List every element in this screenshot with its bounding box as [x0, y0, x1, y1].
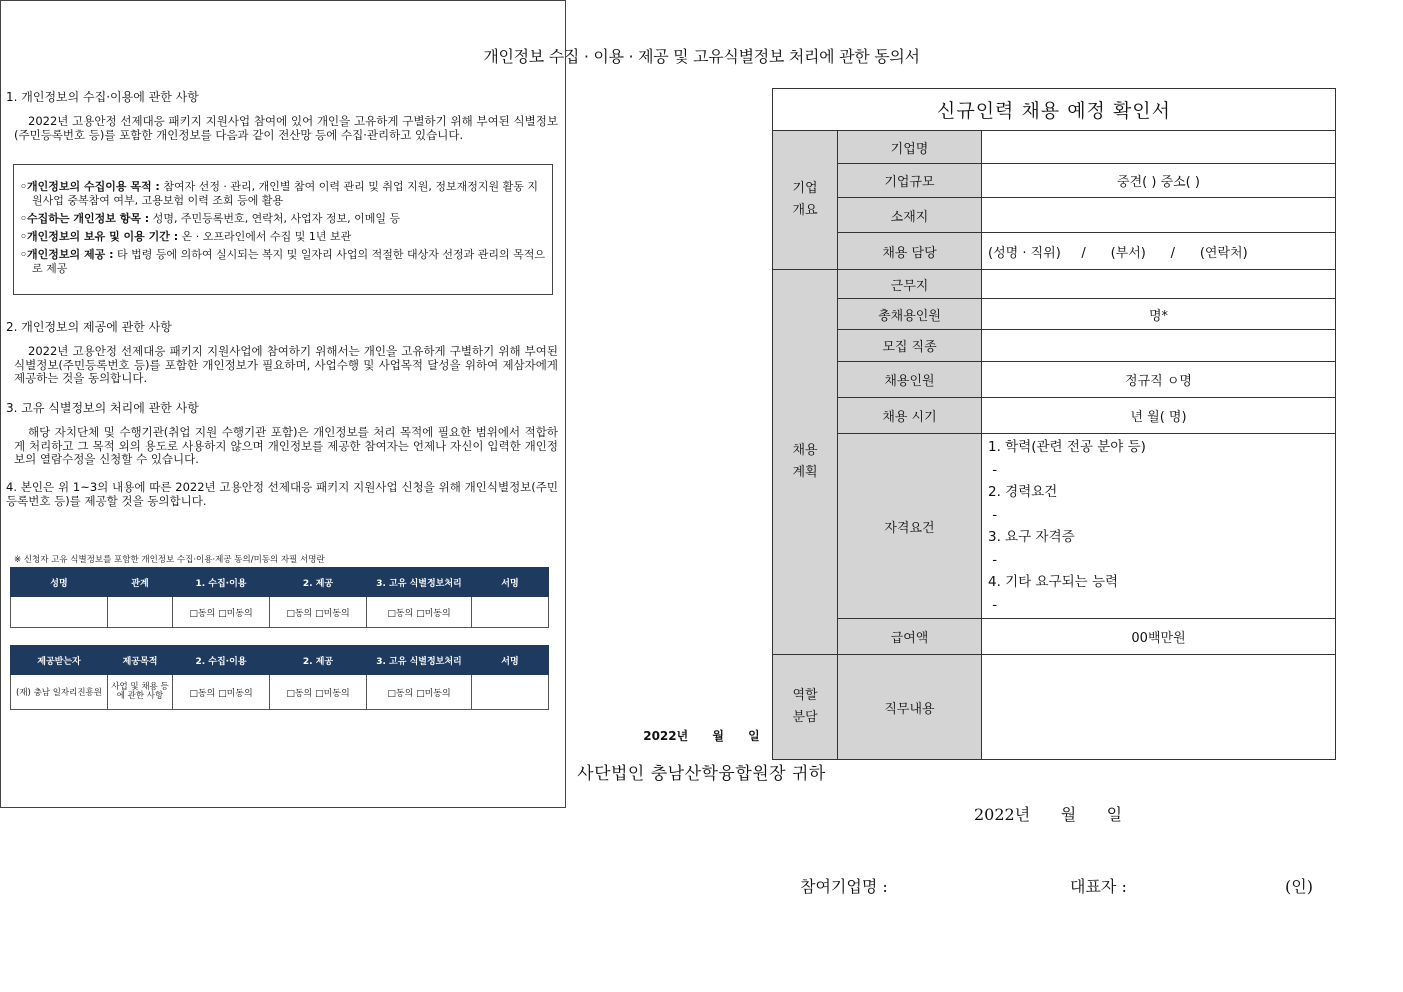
section-1-text: 2022년 고용안정 선제대응 패키지 지원사업 참여에 있어 개인을 고유하게 구별하기 위해 부여된 식별정보(주민등록번호 등)를 포함한 개인정보를 다음과 같이 전산망 등에 수집·관리하고 있습니다.: [14, 114, 558, 142]
table1-header: 1. 수집·이용: [173, 568, 270, 597]
section-3-text: 해당 자치단체 및 수행기관(취업 지원 수행기관 포함)은 개인정보를 처리 목적에 필요한 범위에서 적합하게 처리하고 그 목적 외의 용도로 사용하지 않으며 개인정보를 제공한 참여자는 언제나 자신이 입력한 개인정보의 열람수정을 신청할 수 있습니다.: [14, 425, 558, 466]
recipient-consent-table: [10, 645, 549, 710]
table-row: [11, 597, 549, 628]
recipient-cell: (재) 충남 일자리진흥원: [11, 675, 108, 710]
label-company-size: 기업규모: [838, 164, 982, 198]
purpose-item: ◦개인정보의 수집이용 목적 : 참여자 선정 · 관리, 개인별 참여 이력 관리 및 취업 지원, 정보재정지원 활동 지원사업 중복참여 여부, 고용보험 이력 조회 등에 활용: [20, 180, 539, 207]
section-2-heading: 2. 개인정보의 제공에 관한 사항: [6, 320, 172, 334]
form-title: 신규인력 채용 예정 확인서: [773, 89, 1336, 131]
location-field[interactable]: [982, 198, 1336, 233]
label-hire-count: 채용인원: [838, 362, 982, 398]
workplace-field[interactable]: [982, 270, 1336, 299]
label-salary: 급여액: [838, 619, 982, 655]
signature-cell[interactable]: [472, 597, 549, 628]
label-total-hires: 총채용인원: [838, 299, 982, 330]
hire-count-field[interactable]: 정규직 ㅇ명: [982, 362, 1336, 398]
table1-header: 서명: [472, 568, 549, 597]
consent-provide-checkbox[interactable]: □동의 □미동의: [270, 597, 367, 628]
label-hire-date: 채용 시기: [838, 398, 982, 434]
consent-collect-checkbox[interactable]: □동의 □미동의: [173, 597, 270, 628]
table2-header: 제공받는자: [11, 646, 108, 675]
table2-header: 2. 제공: [270, 646, 367, 675]
group-role-division: 역할 분담: [773, 655, 838, 760]
consent-recipient: 사단법인 충남산학융합원장 귀하: [577, 764, 826, 784]
table2-header: 서명: [472, 646, 549, 675]
period-item: ◦개인정보의 보유 및 이용 기간 : 온 · 오프라인에서 수집 및 1년 보관: [20, 230, 352, 243]
table1-header: 3. 고유 식별정보처리: [367, 568, 472, 597]
label-company-name: 기업명: [838, 131, 982, 164]
group-company-overview: 기업 개요: [773, 131, 838, 270]
items-item: ◦수집하는 개인정보 항목 : 성명, 주민등록번호, 연락처, 사업자 정보, 이메일 등: [20, 212, 401, 225]
signature-cell[interactable]: [472, 675, 549, 710]
qual-line: 4. 기타 요구되는 능력: [988, 574, 1119, 590]
name-cell[interactable]: [11, 597, 108, 628]
table1-header: 관계: [108, 568, 173, 597]
company-name-signature-label: 참여기업명 :: [800, 877, 888, 896]
label-location: 소재지: [838, 198, 982, 233]
label-workplace: 근무지: [838, 270, 982, 299]
qual-line: 1. 학력(관련 전공 분야 등): [988, 439, 1146, 455]
total-hires-field[interactable]: 명*: [982, 299, 1336, 330]
ceo-signature-label: 대표자 :: [1070, 877, 1127, 896]
job-type-field[interactable]: [982, 330, 1336, 362]
table1-header: 성명: [11, 568, 108, 597]
consent-unique-id-checkbox[interactable]: □동의 □미동의: [367, 675, 472, 710]
table2-header: 3. 고유 식별정보처리: [367, 646, 472, 675]
company-name-field[interactable]: [982, 131, 1336, 164]
qual-line: -: [988, 506, 998, 523]
table2-header: 2. 수집·이용: [173, 646, 270, 675]
consent-collect-checkbox[interactable]: □동의 □미동의: [173, 675, 270, 710]
hiring-contact-field[interactable]: (성명 · 직위) / (부서) / (연락처): [982, 233, 1336, 270]
provide-item: ◦개인정보의 제공 : 타 법령 등에 의하여 실시되는 복지 및 일자리 사업의 적절한 대상자 선정과 관리의 목적으로 제공: [20, 248, 545, 275]
table-row: [11, 675, 549, 710]
company-size-field[interactable]: 중견( ) 중소( ): [982, 164, 1336, 198]
hiring-confirmation-form: [772, 88, 1336, 760]
consent-unique-id-checkbox[interactable]: □동의 □미동의: [367, 597, 472, 628]
section-2-text: 2022년 고용안정 선제대응 패키지 지원사업에 참여하기 위해서는 개인을 고유하게 구별하기 위해 부여된 식별정보(주민등록번호 등)를 포함한 개인정보가 필요하며, 사업수행 및 사업목적 달성을 위하여 제삼자에게 제공하는 것을 동의합니다.: [14, 344, 558, 385]
form-date: 2022년 월 일: [974, 805, 1123, 824]
table2-header: 제공목적: [108, 646, 173, 675]
label-qualifications: 자격요건: [838, 434, 982, 619]
collection-summary-box: [13, 164, 553, 295]
relation-cell[interactable]: [108, 597, 173, 628]
applicant-consent-table: [10, 567, 549, 628]
signature-note: ※ 신청자 고유 식별정보를 포함한 개인정보 수집·이용·제공 동의/미동의 자필 서명란: [14, 555, 325, 565]
purpose-cell: 사업 및 채용 등에 관한 사항: [108, 675, 173, 710]
label-job-type: 모집 직종: [838, 330, 982, 362]
qual-line: -: [988, 551, 998, 568]
hire-date-field[interactable]: 년 월( 명): [982, 398, 1336, 434]
salary-field[interactable]: 00백만원: [982, 619, 1336, 655]
group-hiring-plan: 채용 계획: [773, 270, 838, 655]
qual-line: 3. 요구 자격증: [988, 529, 1075, 545]
seal-mark: (인): [1285, 877, 1313, 896]
qual-line: 2. 경력요건: [988, 484, 1058, 500]
consent-title: 개인정보 수집 · 이용 · 제공 및 고유식별정보 처리에 관한 동의서: [483, 47, 920, 66]
consent-provide-checkbox[interactable]: □동의 □미동의: [270, 675, 367, 710]
consent-date: 2022년 월 일: [643, 729, 760, 743]
label-hiring-contact: 채용 담당: [838, 233, 982, 270]
qualifications-field[interactable]: [982, 434, 1336, 619]
table1-header: 2. 제공: [270, 568, 367, 597]
section-3-heading: 3. 고유 식별정보의 처리에 관한 사항: [6, 401, 199, 415]
label-duties: 직무내용: [838, 655, 982, 760]
qual-line: -: [988, 596, 998, 613]
duties-field[interactable]: [982, 655, 1336, 760]
section-1-heading: 1. 개인정보의 수집·이용에 관한 사항: [6, 90, 199, 104]
qual-line: -: [988, 461, 998, 478]
section-4-text: 4. 본인은 위 1~3의 내용에 따른 2022년 고용안정 선제대응 패키지 지원사업 신청을 위해 개인식별정보(주민등록번호 등)를 제공할 것을 동의합니다.: [6, 480, 558, 508]
